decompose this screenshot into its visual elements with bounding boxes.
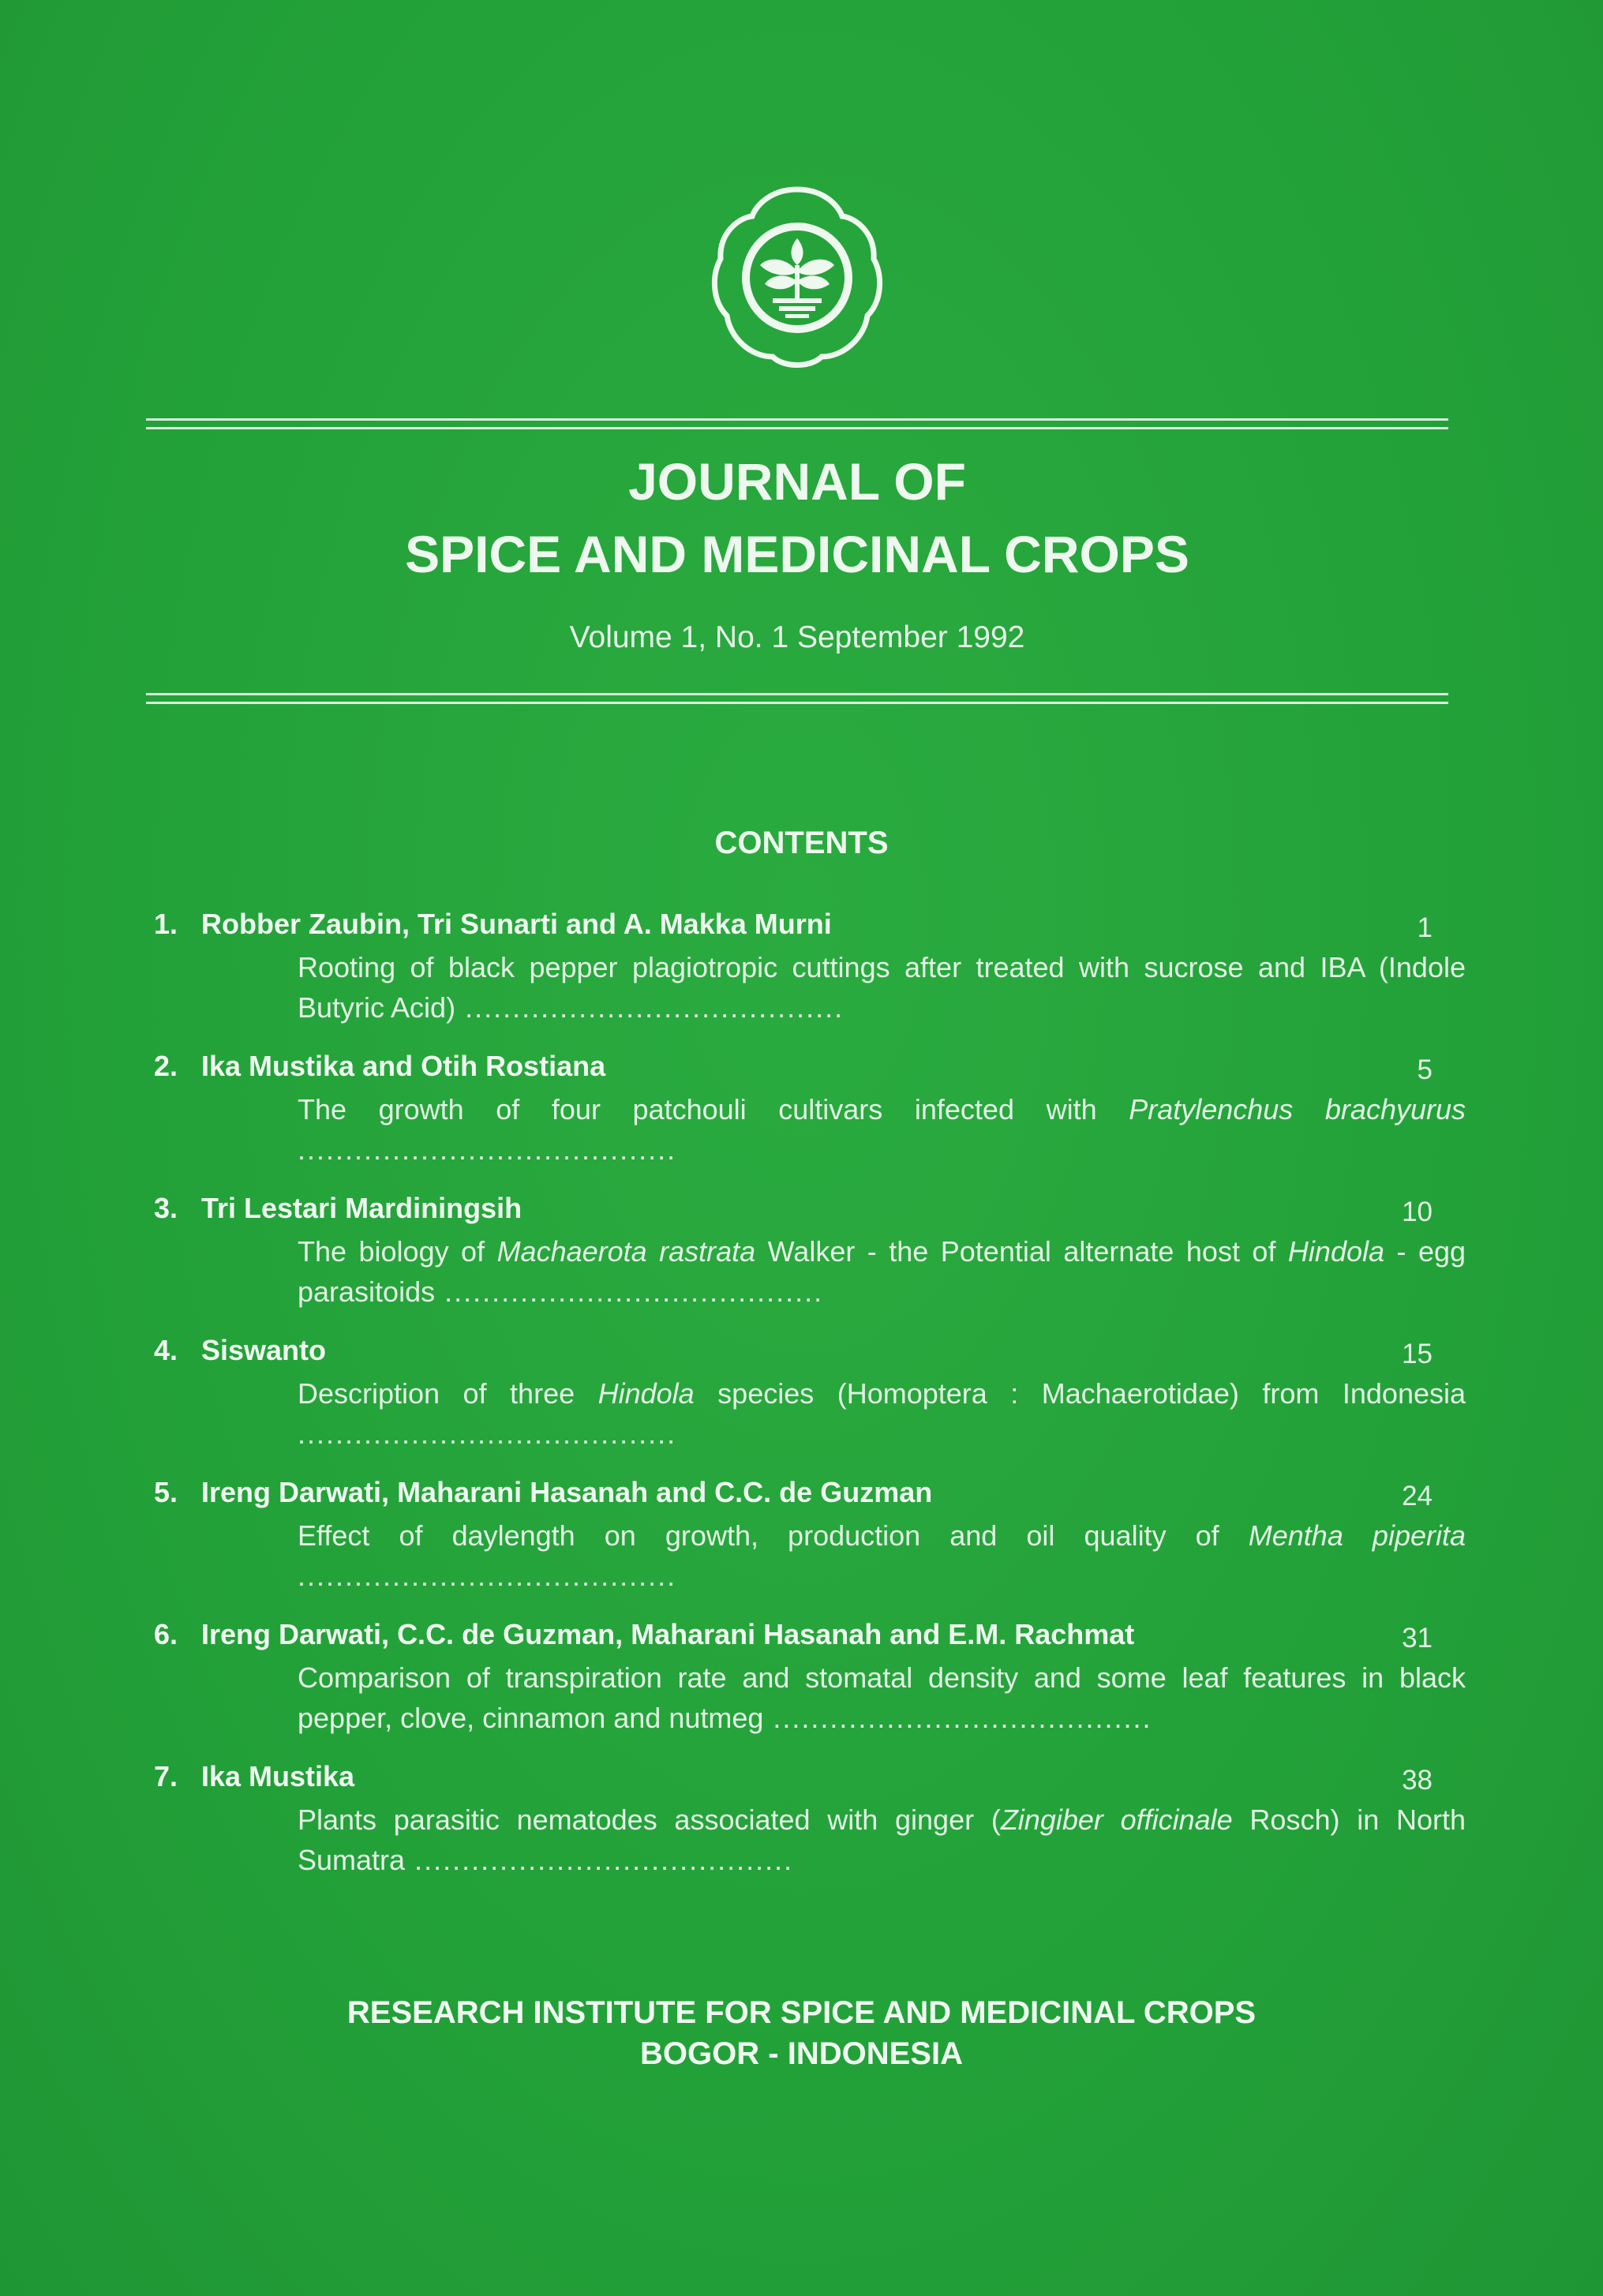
toc-entry-title-text: Rosch) in North Sumatra (298, 1803, 1466, 1876)
toc-entry-authors: Robber Zaubin, Tri Sunarti and A. Makka Murni (201, 908, 832, 940)
toc-entry-title-text: Description of three (298, 1377, 598, 1410)
ministry-emblem-icon (706, 183, 888, 373)
toc-entry-page: 5 (1417, 1054, 1433, 1085)
toc-entry-page: 38 (1402, 1765, 1433, 1796)
toc-entry-title-text: Plants parasitic nematodes associated with ginger ( (298, 1803, 1001, 1836)
toc-entry-title (298, 1657, 1466, 1738)
toc-entry (154, 1192, 1466, 1334)
toc-entry (154, 1476, 1466, 1618)
toc-entry-number: 7. (154, 1760, 178, 1792)
publisher-name: RESEARCH INSTITUTE FOR SPICE AND MEDICINAL CROPS (346, 1995, 1257, 2030)
toc-entry-page: 10 (1402, 1197, 1433, 1227)
table-of-contents (154, 908, 1466, 1902)
toc-entry-title (298, 947, 1466, 1028)
toc-entry-number: 4. (154, 1334, 178, 1366)
toc-entry-page: 15 (1402, 1339, 1433, 1369)
toc-entry-title-italic: Hindola (1287, 1235, 1385, 1268)
dot-leader: ........................................ (435, 1275, 824, 1308)
dot-leader: ........................................ (298, 1133, 677, 1166)
journal-title-line2: SPICE AND MEDICINAL CROPS (405, 525, 1189, 583)
toc-entry-title-text: Walker - the Potential alternate host of (755, 1235, 1288, 1268)
toc-entry-number: 1. (154, 908, 178, 940)
toc-entry (154, 908, 1466, 1050)
toc-entry-title-italic: Mentha piperita (1248, 1519, 1466, 1552)
dot-leader: ........................................ (405, 1844, 794, 1876)
toc-entry-authors: Tri Lestari Mardiningsih (201, 1192, 522, 1224)
toc-entry-title-italic: Zingiber officinale (1000, 1803, 1233, 1836)
toc-entry-title (298, 1515, 1466, 1596)
toc-entry-title-text: species (Homoptera : Machaerotidae) from Indonesia (694, 1377, 1466, 1410)
toc-entry-page: 1 (1417, 912, 1433, 943)
toc-entry-title (298, 1231, 1466, 1312)
toc-entry-title (298, 1373, 1466, 1454)
toc-entry-title-italic: Machaerota rastrata (496, 1235, 756, 1268)
contents-heading: CONTENTS (714, 826, 889, 860)
toc-entry-title (298, 1800, 1466, 1880)
toc-entry-title-text: Effect of daylength on growth, production and oil quality of (298, 1519, 1249, 1552)
toc-entry-authors: Ika Mustika (201, 1760, 355, 1792)
toc-entry-title-text: Rooting of black pepper plagiotropic cuttings after treated with sucrose and IBA (Indole Butyric Acid) (298, 951, 1466, 1024)
toc-entry-authors: Siswanto (201, 1334, 327, 1366)
toc-entry (154, 1050, 1466, 1192)
toc-entry-number: 5. (154, 1476, 178, 1508)
dot-leader: ........................................ (298, 1418, 677, 1450)
dot-leader: ........................................ (455, 991, 845, 1024)
toc-entry (154, 1760, 1466, 1902)
toc-entry-page: 31 (1402, 1623, 1433, 1654)
top-double-rule (146, 418, 1448, 429)
toc-entry-number: 6. (154, 1618, 178, 1650)
dot-leader: ........................................ (298, 1560, 677, 1592)
toc-entry-authors: Ika Mustika and Otih Rostiana (201, 1050, 606, 1082)
toc-entry-number: 2. (154, 1050, 178, 1082)
bottom-double-rule (146, 693, 1448, 704)
toc-entry-title-text: - egg parasitoids (298, 1235, 1466, 1308)
toc-entry (154, 1334, 1466, 1476)
toc-entry-number: 3. (154, 1192, 178, 1224)
toc-entry-title-text: The biology of (298, 1235, 497, 1268)
toc-entry-title-italic: Pratylenchus brachyurus (1129, 1093, 1466, 1126)
toc-entry-authors: Ireng Darwati, C.C. de Guzman, Maharani Hasanah and E.M. Rachmat (201, 1618, 1135, 1650)
toc-entry-title (298, 1089, 1466, 1170)
publisher-location: BOGOR - INDONESIA (640, 2036, 963, 2071)
toc-entry-title-italic: Hindola (597, 1377, 695, 1410)
toc-entry-authors: Ireng Darwati, Maharani Hasanah and C.C. de Guzman (201, 1476, 933, 1508)
journal-title-line1: JOURNAL OF (628, 452, 966, 511)
toc-entry-page: 24 (1402, 1481, 1433, 1511)
toc-entry-title-text: Comparison of transpiration rate and stomatal density and some leaf features in black pepper, clove, cinnamon and nutmeg (298, 1661, 1466, 1734)
toc-entry (154, 1618, 1466, 1760)
dot-leader: ........................................ (763, 1702, 1152, 1734)
issue-info: Volume 1, No. 1 September 1992 (569, 620, 1025, 654)
toc-entry-title-text: The growth of four patchouli cultivars infected with (298, 1093, 1129, 1126)
